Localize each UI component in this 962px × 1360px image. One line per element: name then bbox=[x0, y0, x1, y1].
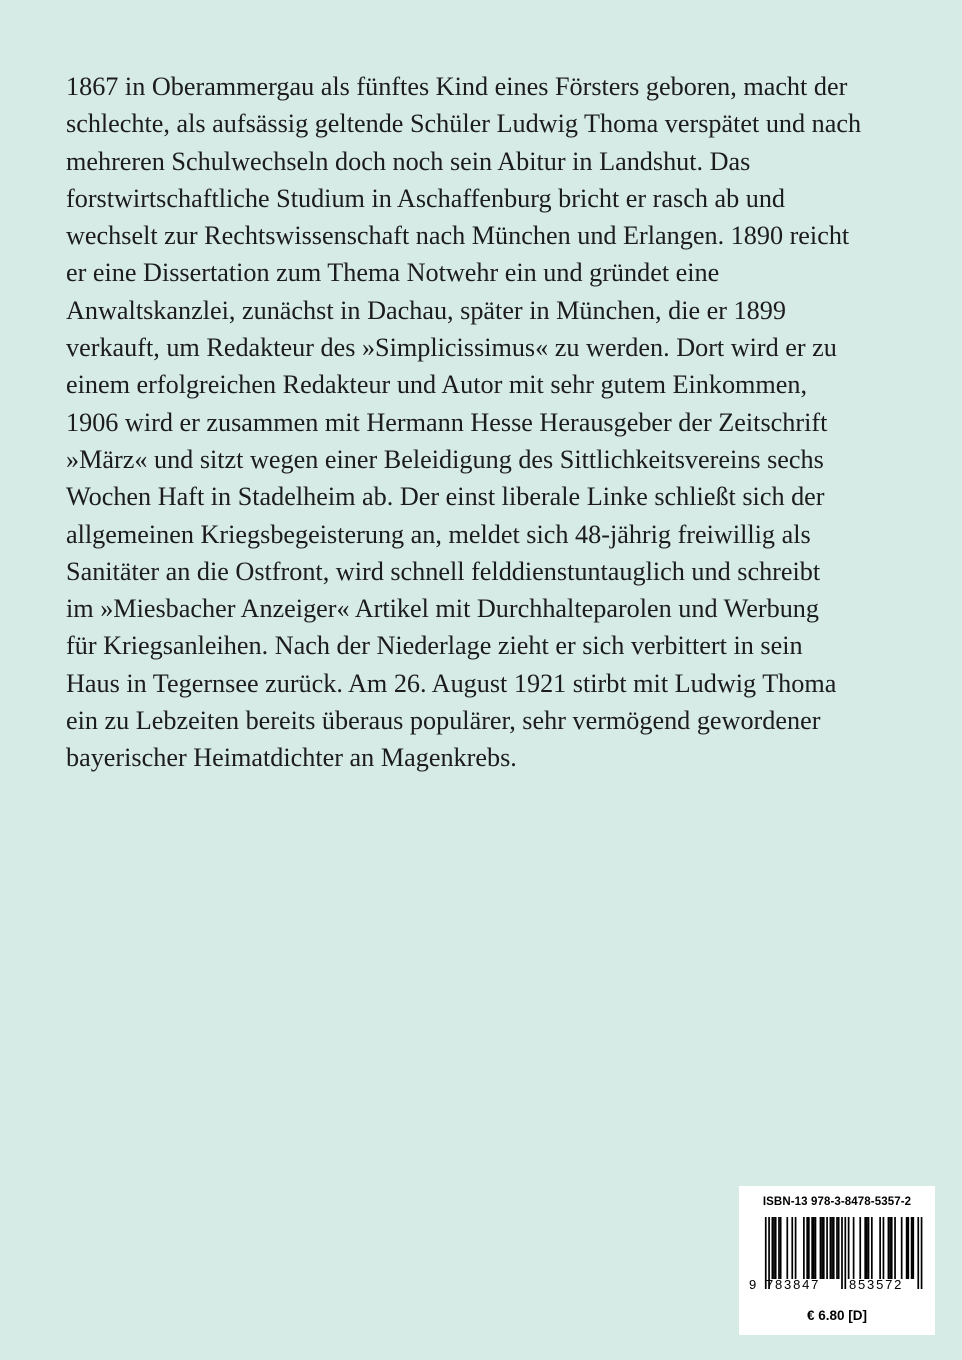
barcode-bar bbox=[848, 1217, 850, 1279]
biography-line: allgemeinen Kriegsbegeisterung an, meldet sich 48-jährig freiwillig als bbox=[66, 519, 811, 549]
barcode-bar bbox=[912, 1217, 914, 1279]
barcode-bar bbox=[791, 1217, 793, 1279]
barcode-guard-bar bbox=[921, 1217, 923, 1289]
barcode-bar bbox=[773, 1217, 775, 1279]
barcode-bar bbox=[868, 1217, 870, 1279]
biography-line: für Kriegsanleihen. Nach der Niederlage zieht er sich verbittert in sein bbox=[66, 631, 803, 661]
barcode-bar bbox=[820, 1217, 822, 1279]
biography-line: 1867 in Oberammergau als fünftes Kind eines Försters geboren, macht der bbox=[66, 72, 848, 101]
barcode-bar bbox=[866, 1217, 868, 1279]
barcode-bar bbox=[823, 1217, 825, 1279]
barcode-bar bbox=[906, 1217, 908, 1279]
biography-line: mehreren Schulwechseln doch noch sein Abitur in Landshut. Das bbox=[66, 146, 751, 176]
biography-line: im »Miesbacher Anzeiger« Artikel mit Durchhalteparolen und Werbung bbox=[66, 594, 819, 624]
barcode-bar bbox=[888, 1217, 890, 1279]
isbn-label: ISBN-13 978-3-8478-5357-2 bbox=[762, 1196, 912, 1208]
biography-line: »März« und sitzt wegen einer Beleidigung des Sittlichkeitsvereins sechs bbox=[66, 444, 824, 474]
barcode-bar bbox=[772, 1217, 774, 1279]
biography-line: forstwirtschaftliche Studium in Aschaffenburg bricht er rasch ab und bbox=[66, 183, 786, 213]
isbn-barcode-box bbox=[739, 1186, 935, 1335]
biography-line: einem erfolgreichen Redakteur und Autor mit sehr gutem Einkommen, bbox=[66, 370, 808, 400]
barcode-bar bbox=[806, 1217, 808, 1279]
barcode-digit-first: 9 bbox=[749, 1277, 757, 1292]
price-label: € 6.80 [D] bbox=[806, 1308, 868, 1323]
biography-line: wechselt zur Rechtswissenschaft nach München und Erlangen. 1890 reicht bbox=[66, 221, 850, 251]
barcode-bar bbox=[894, 1217, 896, 1279]
biography-line: er eine Dissertation zum Thema Notwehr ein und gründet eine bbox=[66, 258, 720, 288]
barcode-digits-right: 853572 bbox=[849, 1277, 904, 1292]
barcode-bar bbox=[838, 1217, 840, 1279]
barcode-bar bbox=[911, 1217, 913, 1279]
barcode-bar bbox=[907, 1217, 909, 1279]
barcode-bar bbox=[883, 1217, 885, 1279]
author-biography-text bbox=[66, 68, 906, 777]
barcode-bar bbox=[826, 1217, 828, 1279]
barcode-bar bbox=[871, 1217, 873, 1279]
barcode-bar bbox=[786, 1217, 788, 1279]
barcode-bar bbox=[833, 1217, 835, 1279]
barcode-bar bbox=[879, 1217, 881, 1279]
barcode-bar bbox=[775, 1217, 777, 1279]
barcode-bar bbox=[778, 1217, 780, 1279]
barcode-bar bbox=[803, 1217, 805, 1279]
biography-line: verkauft, um Redakteur des »Simplicissimus« zu werden. Dort wird er zu bbox=[66, 333, 837, 363]
barcode-bar bbox=[811, 1217, 813, 1279]
barcode-bar bbox=[831, 1217, 833, 1279]
barcode-bar bbox=[864, 1217, 866, 1279]
barcode-bar bbox=[808, 1217, 810, 1279]
barcode-bar bbox=[891, 1217, 893, 1279]
barcode-bar bbox=[889, 1217, 891, 1279]
barcode-bar bbox=[780, 1217, 782, 1279]
barcode-bar bbox=[901, 1217, 903, 1279]
barcode-bar bbox=[853, 1217, 855, 1279]
biography-line: Wochen Haft in Stadelheim ab. Der einst liberale Linke schließt sich der bbox=[66, 482, 825, 512]
barcode-bar bbox=[859, 1217, 861, 1279]
barcode-guard-bar bbox=[917, 1217, 919, 1289]
barcode-bar bbox=[830, 1217, 832, 1279]
biography-line: bayerischer Heimatdichter an Magenkrebs. bbox=[66, 743, 517, 773]
barcode-bar bbox=[836, 1217, 838, 1279]
barcode-digits-left: 783847 bbox=[766, 1277, 821, 1292]
barcode-bar bbox=[795, 1217, 797, 1279]
barcode-guard-bar bbox=[844, 1217, 846, 1289]
barcode-bar bbox=[815, 1217, 817, 1279]
biography-line: ein zu Lebzeiten bereits überaus populärer, sehr vermögend gewordener bbox=[66, 706, 821, 736]
barcode-bar bbox=[813, 1217, 815, 1279]
biography-line: 1906 wird er zusammen mit Hermann Hesse Herausgeber der Zeitschrift bbox=[66, 407, 828, 437]
biography-line: Haus in Tegernsee zurück. Am 26. August 1921 stirbt mit Ludwig Thoma bbox=[66, 668, 837, 698]
barcode-guard-bar bbox=[841, 1217, 843, 1289]
biography-line: Sanitäter an die Ostfront, wird schnell felddienstuntauglich und schreibt bbox=[66, 556, 821, 586]
biography-line: Anwaltskanzlei, zunächst in Dachau, später in München, die er 1899 bbox=[66, 295, 786, 325]
biography-line: schlechte, als aufsässig geltende Schüler Ludwig Thoma verspätet und nach bbox=[66, 109, 862, 139]
barcode-bar bbox=[821, 1217, 823, 1279]
